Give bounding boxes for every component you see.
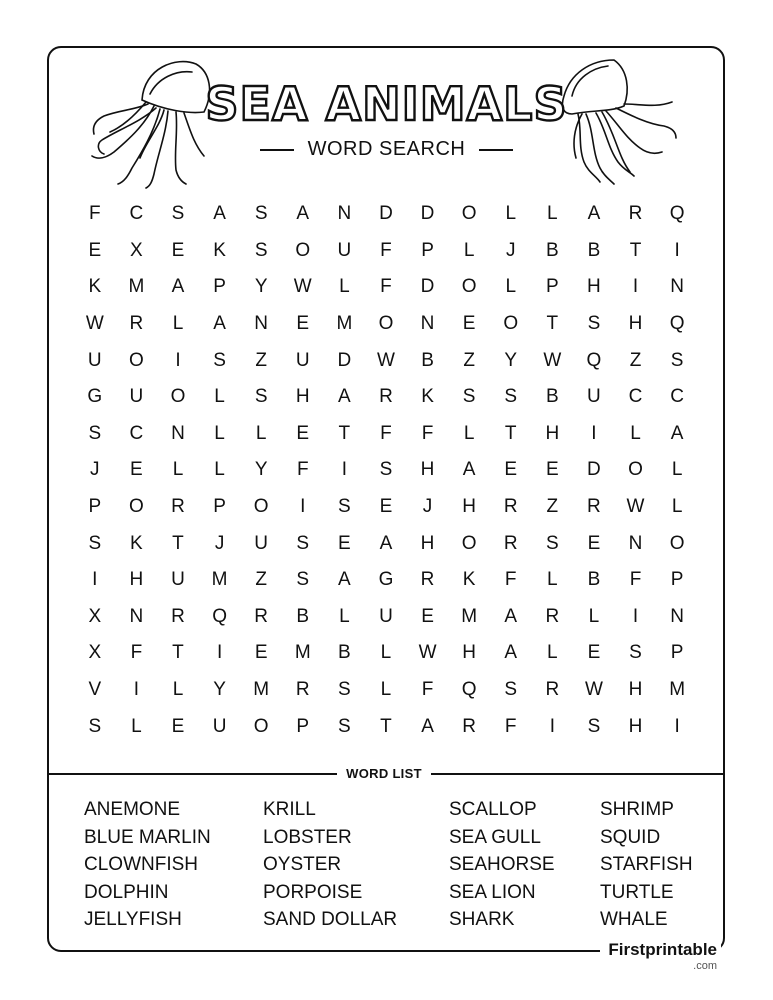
- grid-letter: C: [129, 422, 144, 444]
- grid-letter: T: [380, 715, 392, 737]
- brand-logo: [600, 940, 721, 972]
- grid-letter: S: [462, 386, 476, 408]
- grid-letter: M: [128, 276, 145, 298]
- grid-letter: S: [504, 386, 518, 408]
- subtitle-dash-left: [260, 149, 294, 151]
- grid-letter: B: [587, 239, 601, 261]
- grid-letter: L: [547, 642, 558, 664]
- grid-letter: I: [341, 459, 347, 481]
- grid-letter: T: [629, 239, 642, 261]
- grid-letter: K: [421, 386, 434, 408]
- grid-letter: A: [462, 459, 476, 481]
- grid-letter: K: [462, 569, 476, 591]
- grid-letter: L: [172, 679, 184, 701]
- grid-letter: P: [213, 496, 226, 518]
- word-list-item: LOBSTER: [263, 826, 352, 848]
- grid-letter: K: [213, 239, 226, 261]
- grid-letter: Y: [254, 276, 268, 298]
- grid-letter: S: [88, 532, 102, 554]
- word-list-item: DOLPHIN: [84, 881, 169, 903]
- grid-letter: O: [461, 532, 477, 554]
- grid-letter: Q: [669, 313, 685, 335]
- grid-letter: W: [418, 642, 437, 664]
- grid-letter: I: [133, 679, 140, 701]
- grid-letter: U: [87, 349, 102, 371]
- grid-letter: L: [380, 642, 392, 664]
- word-list-item: SEAHORSE: [449, 854, 555, 875]
- grid-letter: A: [213, 313, 226, 335]
- word-list: [0, 796, 773, 936]
- grid-letter: E: [296, 422, 310, 444]
- grid-letter: E: [88, 239, 102, 261]
- grid-letter: L: [214, 422, 225, 444]
- grid-letter: Q: [669, 203, 685, 225]
- grid-letter: H: [295, 386, 310, 408]
- grid-letter: L: [630, 422, 641, 444]
- word-list-item: SEA GULL: [449, 826, 541, 848]
- grid-letter: N: [337, 203, 352, 225]
- grid-letter: S: [171, 203, 185, 225]
- grid-letter: B: [545, 239, 559, 261]
- grid-letter: O: [170, 386, 186, 408]
- grid-letter: R: [254, 605, 269, 627]
- grid-letter: N: [254, 313, 269, 335]
- grid-letter: A: [171, 276, 185, 298]
- grid-letter: S: [254, 386, 268, 408]
- grid-letter: B: [545, 386, 559, 408]
- word-list-column: [449, 796, 555, 934]
- grid-letter: E: [587, 532, 601, 554]
- brand-tld: .com: [693, 960, 717, 972]
- grid-letter: M: [211, 569, 228, 591]
- grid-letter: F: [380, 276, 392, 298]
- grid-letter: R: [628, 203, 643, 225]
- grid-letter: S: [213, 349, 226, 371]
- grid-letter: Y: [213, 679, 226, 701]
- grid-letter: L: [505, 203, 517, 225]
- grid-letter: D: [379, 203, 393, 225]
- grid-letter: O: [253, 715, 269, 737]
- grid-letter: A: [338, 386, 351, 408]
- grid-letter: F: [88, 203, 101, 225]
- grid-letter: H: [462, 642, 476, 664]
- grid-letter: J: [214, 532, 225, 554]
- grid-letter: I: [175, 349, 181, 371]
- grid-letter: Z: [255, 569, 267, 591]
- grid-letter: N: [670, 276, 684, 298]
- subtitle-dash-right: [479, 149, 513, 151]
- grid-letter: B: [296, 605, 310, 627]
- grid-letter: A: [421, 715, 434, 737]
- grid-letter: Z: [255, 349, 267, 371]
- letter-grid: [74, 196, 698, 746]
- grid-letter: O: [503, 313, 519, 335]
- grid-letter: L: [172, 313, 184, 335]
- grid-letter: X: [88, 605, 102, 627]
- grid-letter: E: [130, 459, 143, 481]
- grid-letter: O: [628, 459, 643, 481]
- grid-letter: R: [545, 679, 560, 701]
- grid-letter: P: [213, 276, 226, 298]
- grid-letter: L: [172, 459, 184, 481]
- grid-letter: L: [339, 276, 350, 298]
- grid-letter: S: [254, 239, 268, 261]
- grid-letter: U: [171, 569, 185, 591]
- grid-letter: Q: [212, 605, 227, 627]
- grid-letter: A: [504, 642, 518, 664]
- grid-letter: O: [295, 239, 311, 261]
- grid-letter: I: [674, 715, 680, 737]
- grid-letter: P: [545, 276, 559, 298]
- grid-letter: B: [421, 349, 434, 371]
- grid-letter: N: [420, 313, 435, 335]
- grid-letter: S: [88, 422, 102, 444]
- grid-letter: R: [503, 532, 518, 554]
- grid-letter: H: [628, 313, 643, 335]
- grid-letter: U: [587, 386, 601, 408]
- grid-letter: I: [632, 605, 639, 627]
- grid-letter: T: [504, 422, 517, 444]
- grid-letter: S: [629, 642, 642, 664]
- word-list-item: PORPOISE: [263, 881, 363, 903]
- grid-letter: H: [628, 679, 643, 701]
- grid-letter: S: [545, 532, 559, 554]
- grid-letter: I: [549, 715, 555, 737]
- grid-letter: F: [380, 239, 392, 261]
- grid-letter: E: [296, 313, 310, 335]
- word-list-item: JELLYFISH: [84, 909, 182, 930]
- word-list-item: STARFISH: [600, 854, 693, 875]
- grid-letter: S: [587, 313, 601, 335]
- grid-letter: T: [546, 313, 559, 335]
- grid-letter: S: [296, 569, 310, 591]
- grid-letter: C: [129, 203, 144, 225]
- grid-letter: X: [130, 239, 143, 261]
- divider-line-right: [431, 773, 725, 775]
- page-title: SEA ANIMALS: [205, 77, 568, 131]
- grid-letter: K: [88, 276, 102, 298]
- grid-letter: H: [462, 496, 476, 518]
- grid-letter: A: [213, 203, 226, 225]
- grid-letter: P: [670, 642, 684, 664]
- grid-letter: N: [670, 605, 684, 627]
- grid-letter: E: [171, 239, 185, 261]
- grid-letter: L: [380, 679, 392, 701]
- grid-letter: H: [129, 569, 144, 591]
- grid-letter: S: [338, 496, 351, 518]
- grid-letter: C: [628, 386, 643, 408]
- grid-letter: E: [254, 642, 268, 664]
- grid-letter: R: [545, 605, 560, 627]
- grid-letter: M: [461, 605, 478, 627]
- grid-letter: U: [379, 605, 393, 627]
- brand-name: Firstprintable: [608, 940, 717, 959]
- grid-letter: I: [216, 642, 223, 664]
- grid-letter: U: [254, 532, 269, 554]
- divider-line-left: [47, 773, 337, 775]
- grid-letter: J: [505, 239, 516, 261]
- grid-letter: I: [674, 239, 680, 261]
- grid-letter: F: [629, 569, 642, 591]
- grid-letter: S: [88, 715, 102, 737]
- grid-letter: F: [421, 679, 434, 701]
- grid-letter: L: [588, 605, 600, 627]
- grid-letter: S: [670, 349, 684, 371]
- grid-letter: R: [503, 496, 518, 518]
- word-list-label: WORD LIST: [346, 766, 422, 781]
- grid-letter: L: [214, 459, 225, 481]
- grid-letter: T: [338, 422, 351, 444]
- grid-letter: I: [591, 422, 597, 444]
- grid-letter: S: [338, 715, 351, 737]
- grid-letter: S: [504, 679, 518, 701]
- grid-letter: F: [504, 569, 517, 591]
- word-list-item: BLUE MARLIN: [84, 826, 211, 848]
- grid-letter: W: [584, 679, 603, 701]
- grid-letter: B: [338, 642, 351, 664]
- grid-letter: Y: [254, 459, 268, 481]
- grid-letter: P: [296, 715, 310, 737]
- grid-letter: U: [295, 349, 310, 371]
- grid-letter: Y: [504, 349, 518, 371]
- grid-letter: D: [420, 203, 435, 225]
- word-list-item: KRILL: [263, 799, 316, 820]
- grid-letter: H: [420, 532, 435, 554]
- subtitle-row: [170, 138, 603, 161]
- grid-letter: U: [212, 715, 227, 737]
- grid-letter: L: [214, 386, 225, 408]
- grid-letter: S: [379, 459, 393, 481]
- grid-letter: F: [380, 422, 392, 444]
- word-list-divider: [47, 764, 725, 784]
- grid-letter: Z: [546, 496, 559, 518]
- word-list-item: SHARK: [449, 909, 515, 930]
- grid-letter: O: [461, 203, 477, 225]
- grid-letter: X: [88, 642, 102, 664]
- grid-letter: L: [671, 496, 683, 518]
- grid-letter: J: [422, 496, 433, 518]
- grid-letter: P: [670, 569, 684, 591]
- word-list-item: SCALLOP: [449, 799, 537, 820]
- grid-letter: D: [587, 459, 601, 481]
- grid-letter: W: [376, 349, 395, 371]
- grid-letter: L: [671, 459, 683, 481]
- word-list-item: SQUID: [600, 826, 661, 848]
- grid-letter: D: [420, 276, 435, 298]
- grid-letter: W: [626, 496, 645, 518]
- grid-letter: O: [129, 349, 144, 371]
- word-list-item: SAND DOLLAR: [263, 909, 398, 930]
- grid-letter: A: [504, 605, 518, 627]
- grid-letter: R: [295, 679, 310, 701]
- grid-letter: G: [87, 386, 103, 408]
- grid-letter: O: [461, 276, 477, 298]
- grid-letter: O: [253, 496, 269, 518]
- grid-letter: F: [130, 642, 143, 664]
- word-list-item: ANEMONE: [84, 799, 181, 820]
- grid-letter: H: [545, 422, 560, 444]
- word-list-item: CLOWNFISH: [84, 854, 198, 875]
- grid-letter: E: [171, 715, 185, 737]
- word-list-item: SHRIMP: [600, 799, 674, 820]
- grid-letter: L: [339, 605, 350, 627]
- grid-letter: Z: [629, 349, 642, 371]
- grid-letter: A: [587, 203, 601, 225]
- grid-letter: M: [253, 679, 270, 701]
- grid-letter: M: [294, 642, 311, 664]
- grid-letter: L: [131, 715, 142, 737]
- grid-letter: A: [379, 532, 393, 554]
- word-list-column: [84, 796, 211, 934]
- grid-letter: H: [420, 459, 435, 481]
- grid-letter: S: [338, 679, 351, 701]
- word-list-item: OYSTER: [263, 854, 342, 875]
- grid-letter: S: [254, 203, 268, 225]
- grid-letter: Q: [461, 679, 477, 701]
- grid-letter: E: [338, 532, 351, 554]
- grid-letter: M: [669, 679, 686, 701]
- grid-letter: S: [296, 532, 310, 554]
- grid-letter: Q: [586, 349, 602, 371]
- grid-letter: I: [632, 276, 639, 298]
- grid-letter: A: [296, 203, 310, 225]
- grid-letter: V: [88, 679, 102, 701]
- grid-letter: A: [338, 569, 351, 591]
- grid-letter: U: [337, 239, 352, 261]
- grid-letter: L: [547, 569, 558, 591]
- grid-letter: S: [587, 715, 601, 737]
- page-subtitle: WORD SEARCH: [307, 138, 466, 160]
- grid-letter: R: [379, 386, 393, 408]
- grid-letter: F: [421, 422, 434, 444]
- grid-letter: W: [543, 349, 562, 371]
- grid-letter: K: [130, 532, 143, 554]
- grid-letter: L: [255, 422, 267, 444]
- grid-letter: R: [171, 605, 185, 627]
- grid-letter: U: [129, 386, 144, 408]
- grid-letter: D: [337, 349, 352, 371]
- grid-letter: R: [129, 313, 144, 335]
- grid-letter: E: [545, 459, 559, 481]
- grid-letter: T: [172, 642, 184, 664]
- grid-letter: R: [462, 715, 476, 737]
- grid-letter: E: [379, 496, 393, 518]
- grid-letter: O: [669, 532, 685, 554]
- grid-letter: N: [129, 605, 144, 627]
- grid-letter: W: [85, 313, 104, 335]
- grid-letter: E: [587, 642, 601, 664]
- grid-letter: Z: [463, 349, 475, 371]
- grid-letter: L: [463, 422, 475, 444]
- grid-letter: O: [129, 496, 144, 518]
- grid-letter: L: [505, 276, 517, 298]
- grid-letter: T: [172, 532, 184, 554]
- grid-letter: E: [421, 605, 434, 627]
- grid-letter: R: [587, 496, 601, 518]
- grid-letter: W: [293, 276, 312, 298]
- grid-letter: L: [547, 203, 558, 225]
- word-list-column: [600, 796, 693, 934]
- grid-letter: E: [462, 313, 476, 335]
- grid-letter: I: [92, 569, 98, 591]
- word-list-item: TURTLE: [600, 881, 674, 903]
- grid-letter: C: [670, 386, 684, 408]
- grid-letter: I: [300, 496, 306, 518]
- word-list-item: SEA LION: [449, 881, 536, 903]
- grid-letter: P: [88, 496, 102, 518]
- grid-letter: J: [90, 459, 100, 481]
- grid-letter: R: [171, 496, 185, 518]
- grid-letter: H: [628, 715, 643, 737]
- grid-letter: F: [504, 715, 517, 737]
- grid-letter: N: [628, 532, 643, 554]
- grid-letter: P: [421, 239, 434, 261]
- grid-letter: N: [171, 422, 185, 444]
- grid-letter: O: [378, 313, 394, 335]
- grid-letter: B: [587, 569, 601, 591]
- grid-letter: A: [670, 422, 684, 444]
- grid-letter: M: [336, 313, 353, 335]
- grid-letter: L: [463, 239, 475, 261]
- grid-letter: F: [296, 459, 309, 481]
- word-list-item: WHALE: [600, 909, 668, 930]
- grid-letter: G: [378, 569, 394, 591]
- grid-letter: E: [504, 459, 518, 481]
- word-list-column: [263, 796, 397, 934]
- grid-letter: H: [587, 276, 601, 298]
- grid-letter: R: [420, 569, 435, 591]
